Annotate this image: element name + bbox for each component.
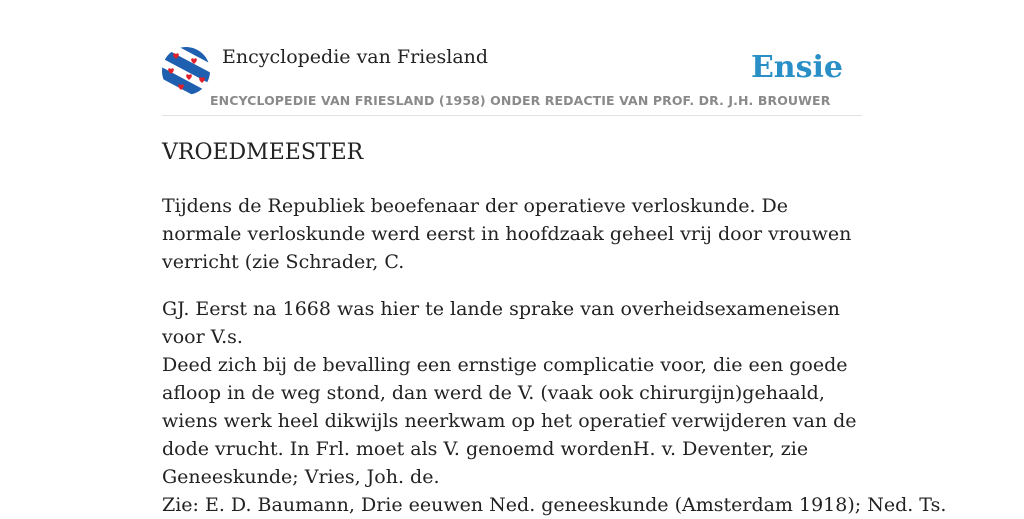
site-subtitle: ENCYCLOPEDIE VAN FRIESLAND (1958) ONDER REDACTIE VAN PROF. DR. J.H. BROUWER [210, 93, 831, 108]
page-title: VROEDMEESTER [162, 140, 364, 165]
article-paragraph: Tijdens de Republiek beoefenaar der operatieve verloskunde. De normale verloskunde werd eerst in hoofdzaak geheel vrij door vrouwen verricht (zie Schrader, C. [162, 195, 852, 273]
brand-logo[interactable]: Ensie [750, 50, 843, 85]
article-paragraph: Deed zich bij de bevalling een ernstige complicatie voor, die een goede afloop in de weg stond, dan werd de V. (vaak ook chirurgijn)gehaald, wiens werk heel dikwijls neerkwam op het operatief verwijderen van de dode vrucht. In Frl. moet als V. genoemd wordenH. v. Deventer, zie Geneeskunde; Vries, Joh. de. [162, 354, 857, 488]
article-paragraph: GJ. Eerst na 1668 was hier te lande sprake van overheidsexameneisen voor V.s. [162, 298, 840, 348]
frisian-flag-icon[interactable] [162, 47, 210, 95]
page [162, 0, 947, 516]
article-paragraph: Zie: E. D. Baumann, Drie eeuwen Ned. geneeskunde (Amsterdam 1918); Ned. Ts. [162, 494, 947, 516]
site-header [162, 0, 862, 116]
site-name[interactable]: Encyclopedie van Friesland [222, 46, 489, 68]
